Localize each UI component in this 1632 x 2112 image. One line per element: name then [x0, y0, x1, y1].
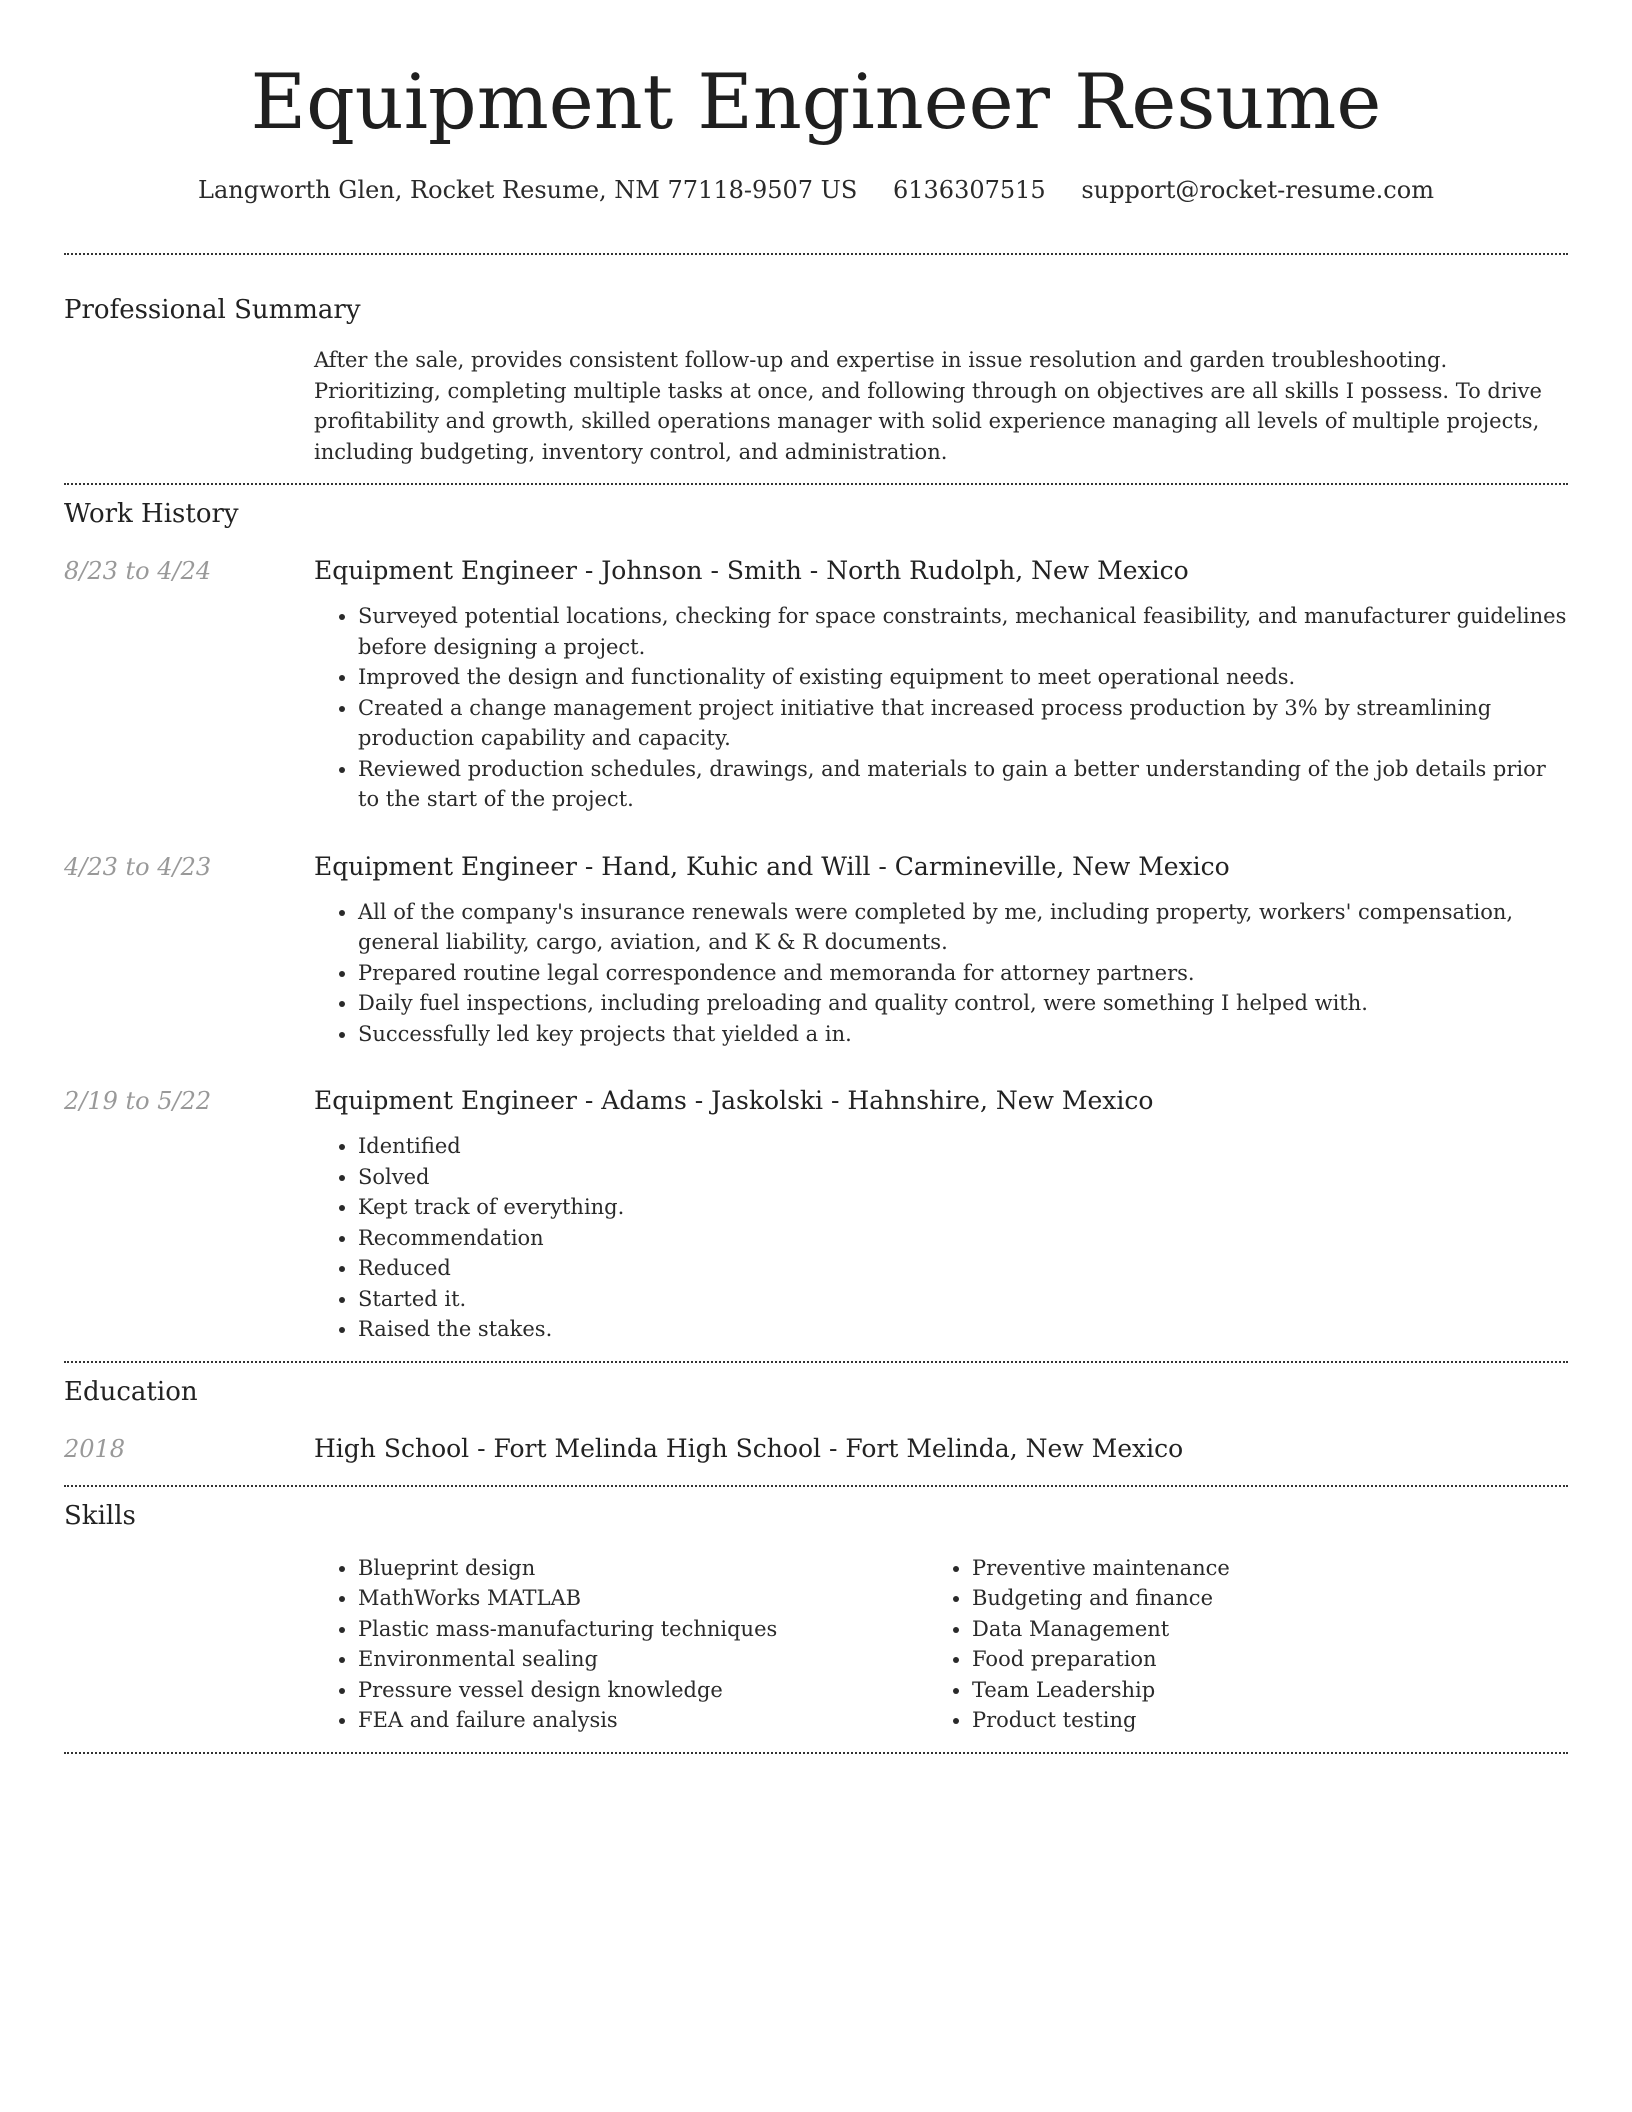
contact-line	[64, 174, 1568, 206]
summary-text: After the sale, provides consistent follow-up and expertise in issue resolution and garden troubleshooting. Prioritizing, completing multiple tasks at once, and following through on objectives are all skills I possess. To drive profitability and growth, skilled operations manager with solid experience managing all levels of multiple projects, including budgeting, inventory control, and administration.	[314, 348, 1542, 464]
skill-item: • Pressure vessel design knowledge	[358, 1675, 928, 1706]
job-title: Equipment Engineer - Johnson - Smith - North Rudolph, New Mexico	[314, 556, 1189, 585]
job-bullets	[314, 1131, 1568, 1345]
contact-email: support@rocket-resume.com	[1081, 176, 1434, 204]
skill-item: • Data Management	[972, 1614, 1542, 1645]
job-entry	[64, 851, 1568, 1050]
education-detail: High School - Fort Melinda High School - Fort Melinda, New Mexico	[314, 1433, 1184, 1463]
skill-item: • Product testing	[972, 1705, 1542, 1736]
education-heading: Education	[64, 1376, 198, 1407]
job-bullet: • Raised the stakes.	[358, 1314, 1568, 1345]
job-title: Equipment Engineer - Hand, Kuhic and Will - Carmineville, New Mexico	[314, 851, 1230, 881]
education-section	[64, 1363, 1568, 1465]
job-bullet: • Kept track of everything.	[358, 1192, 1568, 1223]
skill-item: • Team Leadership	[972, 1675, 1542, 1706]
job-dates: 8/23 to 4/24	[64, 557, 212, 585]
skills-heading: Skills	[64, 1500, 136, 1531]
job-bullets	[314, 897, 1568, 1050]
job-entry	[64, 1085, 1568, 1345]
job-bullet: • Successfully led key projects that yielded a in.	[358, 1019, 1568, 1050]
job-bullet: • Recommendation	[358, 1223, 1568, 1254]
skill-item: • Plastic mass-manufacturing techniques	[358, 1614, 928, 1645]
job-entry	[64, 555, 1568, 815]
divider	[64, 1752, 1568, 1754]
job-bullet: • Surveyed potential locations, checking for space constraints, mechanical feasibility, and manufacturer guidelines before designing a project.	[358, 601, 1568, 662]
summary-heading: Professional Summary	[64, 295, 361, 325]
job-bullet: • Identified	[358, 1131, 1568, 1162]
job-bullet: • Reduced	[358, 1253, 1568, 1284]
skill-item: • Blueprint design	[358, 1553, 928, 1584]
skills-column-2	[928, 1553, 1542, 1736]
job-dates: 2/19 to 5/22	[64, 1087, 212, 1115]
work-history-heading: Work History	[64, 499, 239, 529]
job-bullet: • Solved	[358, 1162, 1568, 1193]
job-bullet: • Daily fuel inspections, including preloading and quality control, were something I helped with.	[358, 988, 1568, 1019]
job-dates: 4/23 to 4/23	[64, 852, 212, 881]
resume-title: Equipment Engineer Resume	[250, 57, 1382, 146]
contact-phone: 6136307515	[892, 176, 1046, 204]
job-title: Equipment Engineer - Adams - Jaskolski - Hahnshire, New Mexico	[314, 1086, 1154, 1115]
job-bullet: • Reviewed production schedules, drawings, and materials to gain a better understanding of the job details prior to the start of the project.	[358, 754, 1568, 815]
skill-item: • Budgeting and finance	[972, 1583, 1542, 1614]
skills-column-1	[314, 1553, 928, 1736]
job-bullet: • Created a change management project initiative that increased process production by 3% by streamlining production capability and capacity.	[358, 693, 1568, 754]
skill-item: • FEA and failure analysis	[358, 1705, 928, 1736]
skill-item: • Food preparation	[972, 1644, 1542, 1675]
skill-item: • MathWorks MATLAB	[358, 1583, 928, 1614]
job-bullet: • All of the company's insurance renewals were completed by me, including property, workers' compensation, general liability, cargo, aviation, and K & R documents.	[358, 897, 1568, 958]
job-bullet: • Improved the design and functionality of existing equipment to meet operational needs.	[358, 662, 1568, 693]
skills-grid	[314, 1553, 1568, 1736]
contact-address: Langworth Glen, Rocket Resume, NM 77118-9507 US	[198, 176, 858, 204]
job-bullet: • Prepared routine legal correspondence and memoranda for attorney partners.	[358, 958, 1568, 989]
skill-item: • Preventive maintenance	[972, 1553, 1542, 1584]
skill-item: • Environmental sealing	[358, 1644, 928, 1675]
job-bullets	[314, 601, 1568, 815]
work-history-section	[64, 485, 1568, 1345]
education-year: 2018	[64, 1434, 126, 1463]
summary-section	[64, 255, 1568, 467]
education-entry	[64, 1433, 1568, 1465]
skills-section	[64, 1487, 1568, 1736]
job-bullet: • Started it.	[358, 1284, 1568, 1315]
